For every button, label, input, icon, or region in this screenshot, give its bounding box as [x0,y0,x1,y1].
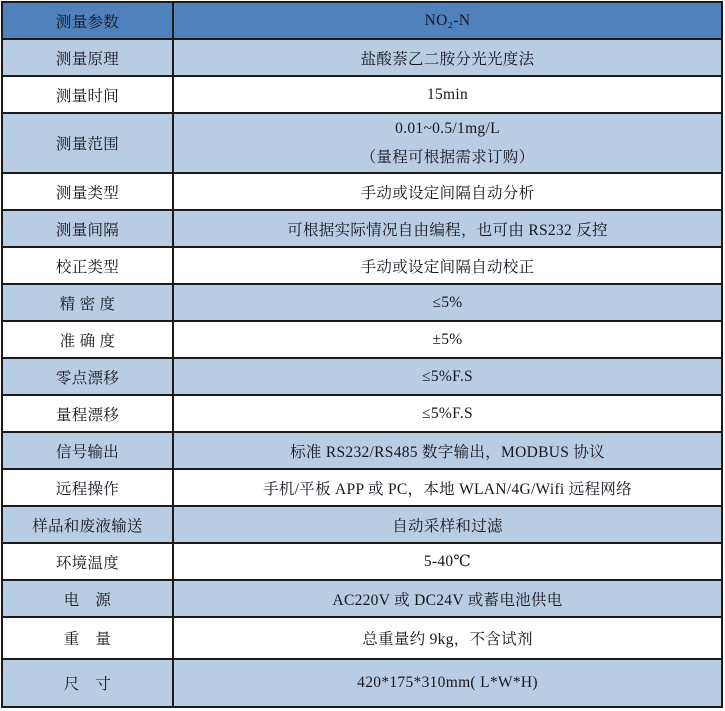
spec-value-cell [173,39,722,76]
table-row [2,659,722,707]
spec-label-cell [2,321,173,358]
spec-table [1,1,723,708]
spec-label: 尺 寸 [63,676,112,693]
spec-value-cell [173,469,722,506]
spec-label: 环境温度 [55,554,120,572]
spec-label: 远程操作 [55,480,120,498]
table-row [2,173,722,210]
spec-label-cell [2,173,173,210]
spec-value: 自动采样和过滤 [392,517,503,535]
spec-label-cell [2,210,173,247]
spec-value: ±5% [432,330,463,348]
spec-label-cell [2,617,173,659]
spec-label-cell [2,432,173,469]
spec-value: ≤5% [432,293,463,311]
spec-value: AC220V 或 DC24V 或蓄电池供电 [332,591,563,609]
spec-label: 测量范围 [55,136,120,153]
spec-value-cell [173,113,722,173]
spec-value-cell [173,617,722,659]
spec-value: 手机/平板 APP 或 PC，本地 WLAN/4G/Wifi 远程网络 [263,480,632,498]
spec-value: 15min [426,85,469,103]
spec-value-cell [173,432,722,469]
spec-value-cell [173,2,722,39]
table-row [2,617,722,659]
spec-value-note: （量程可根据需求订购） [360,149,535,166]
spec-label-cell [2,659,173,707]
spec-label-cell [2,358,173,395]
spec-label: 校正类型 [55,258,120,276]
spec-label: 样品和废液输送 [32,517,143,535]
spec-value: 可根据实际情况自由编程，也可由 RS232 反控 [287,221,608,239]
spec-label: 信号输出 [55,443,120,461]
spec-label-cell [2,113,173,173]
table-row [2,321,722,358]
table-row [2,358,722,395]
spec-label: 零点漂移 [55,369,120,387]
spec-value-cell [173,543,722,580]
table-row [2,210,722,247]
spec-label: 量程漂移 [55,406,120,424]
spec-label-cell [2,395,173,432]
spec-value: 总重量约 9kg，不含试剂 [362,631,533,648]
table-row [2,469,722,506]
table-row [2,76,722,113]
table-row [2,113,722,173]
spec-value-cell [173,321,722,358]
spec-value-cell [173,358,722,395]
spec-value-cell [173,76,722,113]
spec-value: 0.01~0.5/1mg/L [395,120,500,137]
spec-value-cell [173,173,722,210]
table-row [2,247,722,284]
spec-label: 准 确 度 [59,332,116,350]
spec-label: 测量原理 [55,50,120,68]
spec-value-cell [173,580,722,617]
spec-label: 测量类型 [55,184,120,202]
spec-value-cell [173,247,722,284]
spec-label-cell [2,543,173,580]
spec-label: 电 源 [63,591,112,609]
spec-value: NO₂-N [424,11,471,29]
table-row [2,39,722,76]
spec-value: 手动或设定间隔自动校正 [360,258,535,276]
table-row [2,580,722,617]
spec-label-cell [2,284,173,321]
spec-value: ≤5%F.S [422,404,473,422]
spec-value-cell [173,284,722,321]
spec-value: 标准 RS232/RS485 数字输出，MODBUS 协议 [290,443,605,461]
spec-table-body [2,2,722,707]
spec-value-cell [173,210,722,247]
spec-value-cell [173,506,722,543]
spec-value-cell [173,395,722,432]
spec-value: 5-40℃ [423,553,472,570]
table-row [2,284,722,321]
spec-value: 420*175*310mm( L*W*H) [357,674,538,691]
table-row [2,395,722,432]
spec-label-cell [2,76,173,113]
table-row [2,506,722,543]
spec-label-cell [2,469,173,506]
spec-label: 测量参数 [55,13,120,31]
spec-label: 测量间隔 [55,221,120,239]
spec-value: 盐酸萘乙二胺分光光度法 [360,50,535,68]
spec-value: ≤5%F.S [422,367,473,385]
spec-label-cell [2,2,173,39]
spec-label: 重 量 [63,631,112,648]
spec-label-cell [2,39,173,76]
spec-value-cell [173,659,722,707]
spec-label-cell [2,247,173,284]
spec-label-cell [2,580,173,617]
spec-label: 精 密 度 [59,295,116,313]
table-row [2,543,722,580]
spec-value: 手动或设定间隔自动分析 [360,184,535,202]
table-row [2,432,722,469]
spec-label: 测量时间 [55,87,120,105]
table-row [2,2,722,39]
spec-label-cell [2,506,173,543]
